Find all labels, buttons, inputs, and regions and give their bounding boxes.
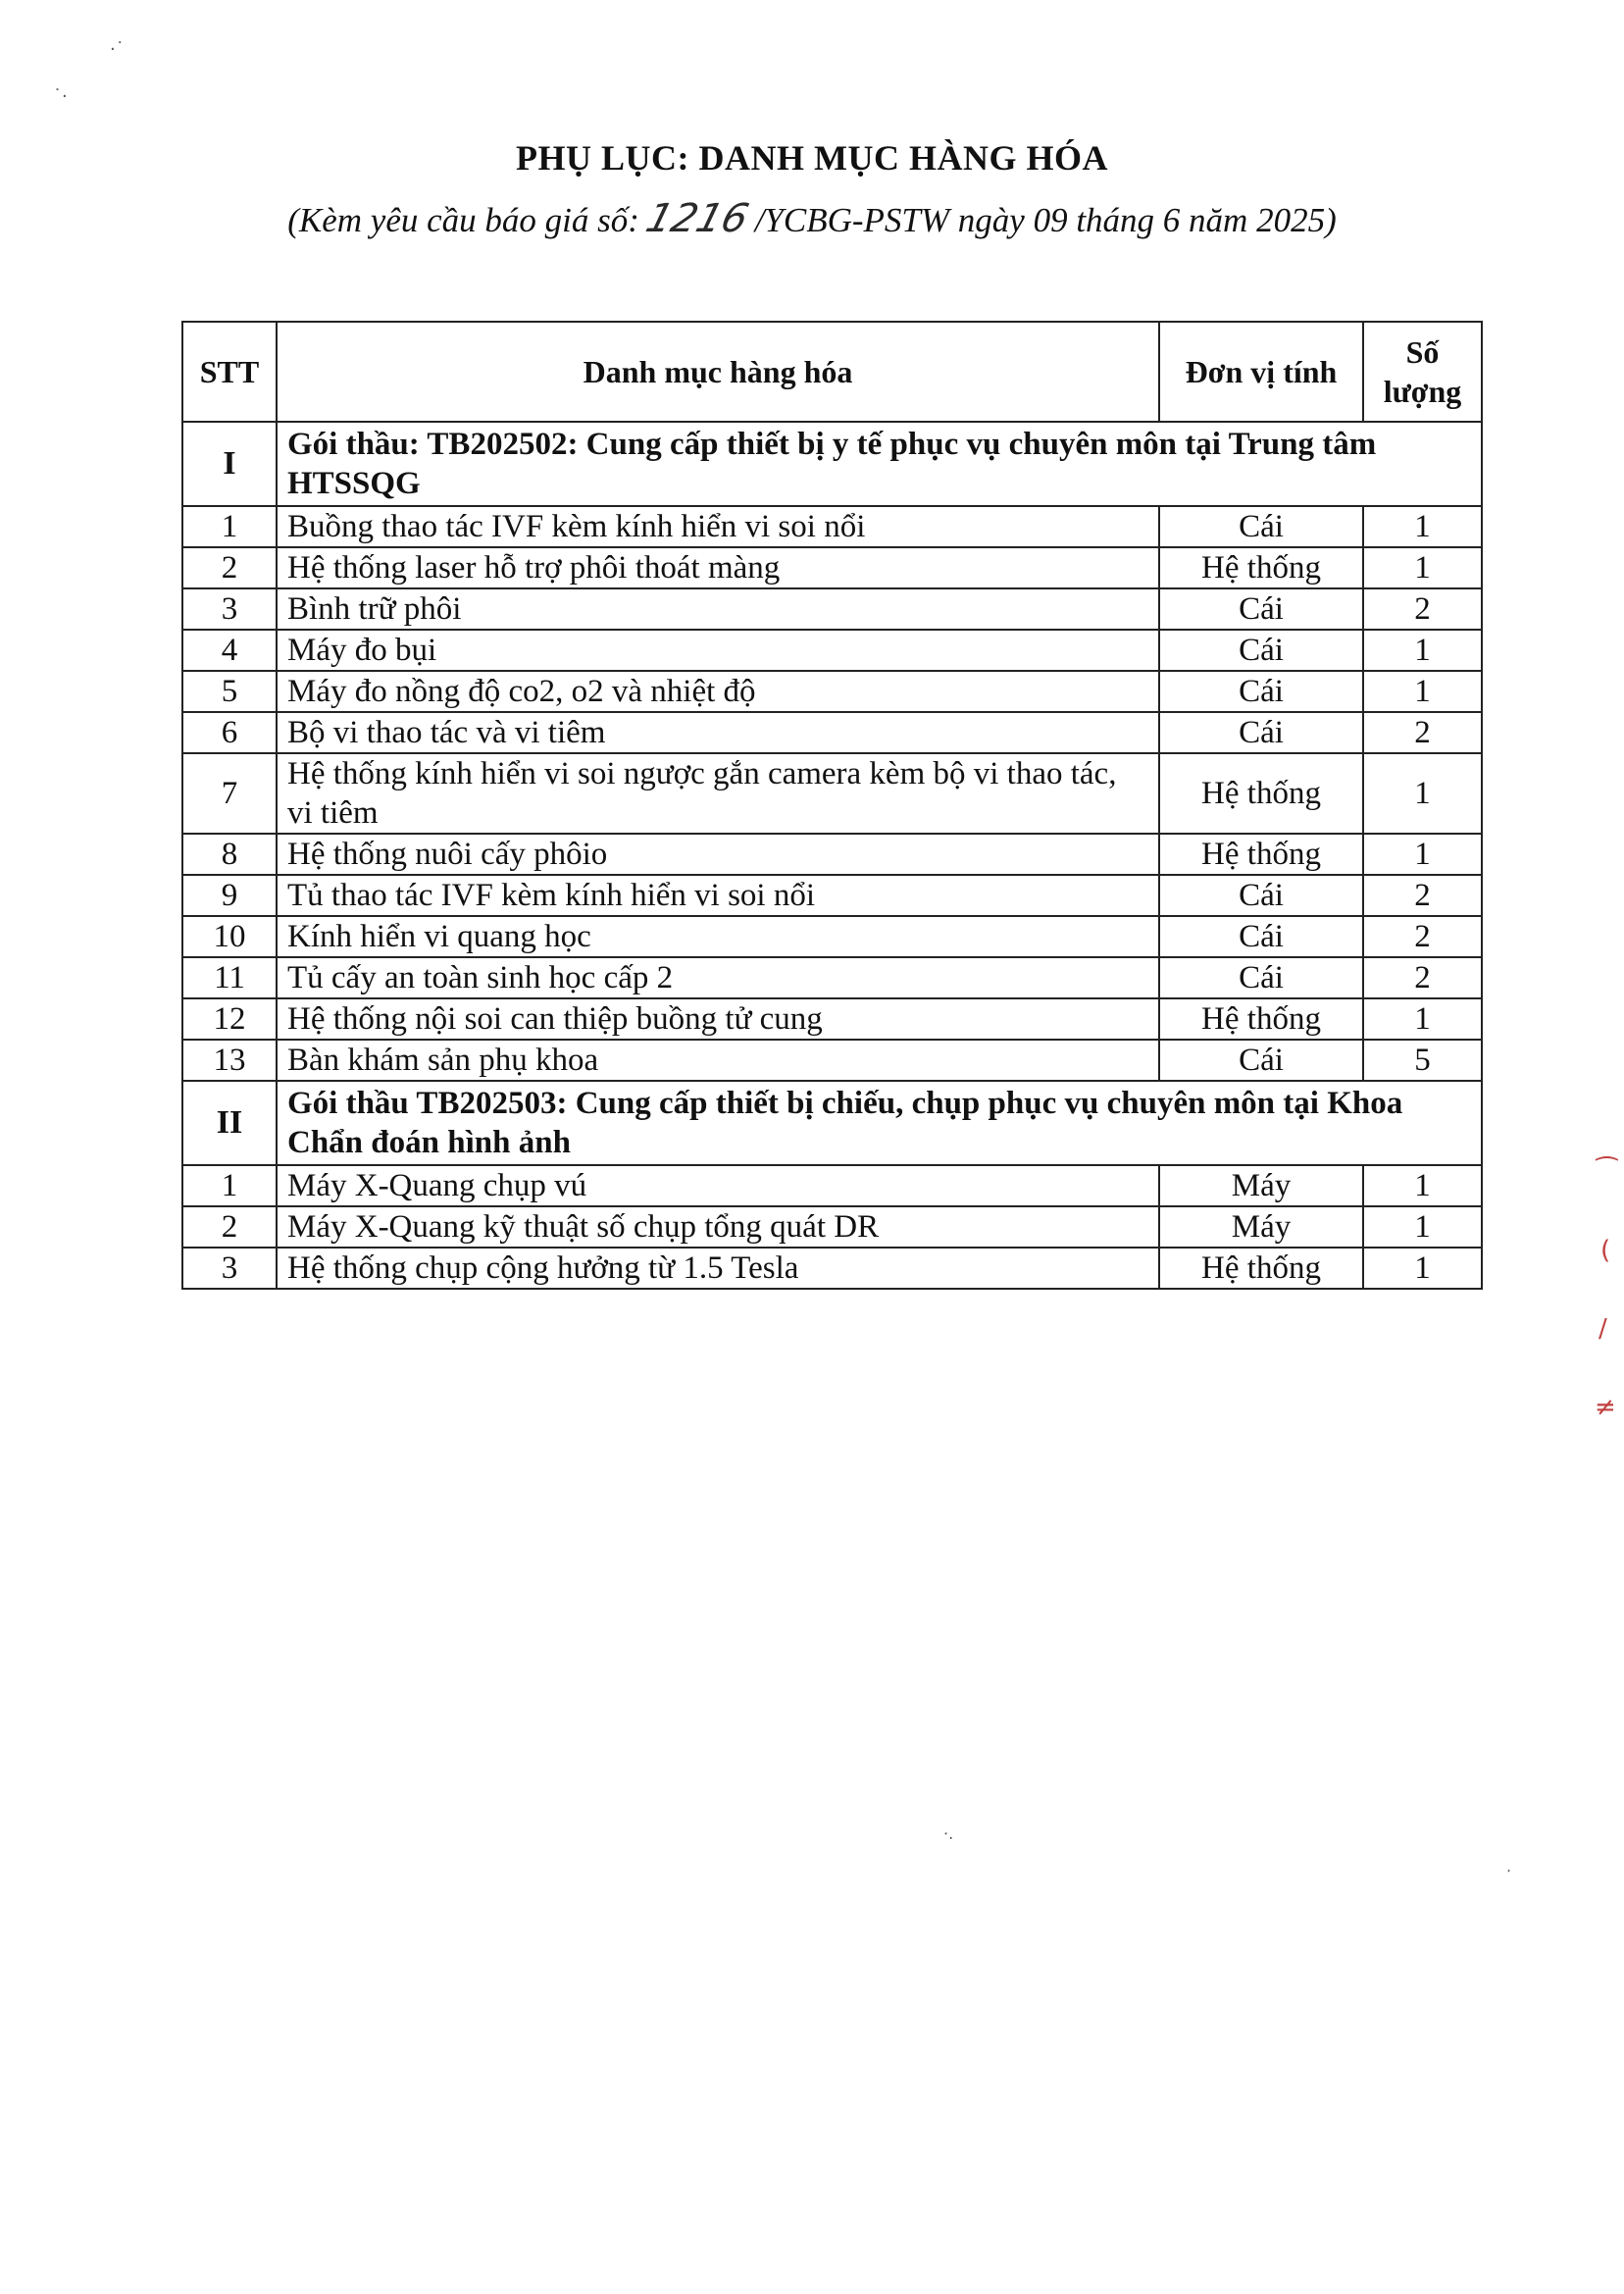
item-stt: 1 (182, 1165, 277, 1206)
section-title: Gói thầu TB202503: Cung cấp thiết bị chiếu, chụp phục vụ chuyên môn tại Khoa Chẩn đoán hình ảnh (277, 1081, 1482, 1165)
item-stt: 9 (182, 875, 277, 916)
section-title: Gói thầu: TB202502: Cung cấp thiết bị y tế phục vụ chuyên môn tại Trung tâm HTSSQG (277, 422, 1482, 506)
item-stt: 3 (182, 588, 277, 630)
header-stt: STT (182, 322, 277, 422)
section-row (182, 1081, 1482, 1165)
document-subtitle (0, 196, 1624, 241)
section-number: II (182, 1081, 277, 1165)
item-qty: 2 (1363, 916, 1482, 957)
item-qty: 1 (1363, 834, 1482, 875)
item-qty: 2 (1363, 588, 1482, 630)
item-qty: 1 (1363, 1248, 1482, 1289)
table-row (182, 1248, 1482, 1289)
item-unit: Cái (1159, 875, 1363, 916)
item-unit: Hệ thống (1159, 834, 1363, 875)
subtitle-prefix: (Kèm yêu cầu báo giá số: (287, 201, 639, 239)
item-name: Hệ thống chụp cộng hưởng từ 1.5 Tesla (277, 1248, 1159, 1289)
item-unit: Cái (1159, 506, 1363, 547)
item-qty: 1 (1363, 1206, 1482, 1248)
item-qty: 1 (1363, 547, 1482, 588)
table-row (182, 1165, 1482, 1206)
item-qty: 1 (1363, 753, 1482, 834)
table-row (182, 1040, 1482, 1081)
table-row (182, 834, 1482, 875)
item-name: Bộ vi thao tác và vi tiêm (277, 712, 1159, 753)
item-name: Buồng thao tác IVF kèm kính hiển vi soi nổi (277, 506, 1159, 547)
item-stt: 11 (182, 957, 277, 998)
item-unit: Máy (1159, 1206, 1363, 1248)
item-name: Kính hiển vi quang học (277, 916, 1159, 957)
table-row (182, 712, 1482, 753)
item-stt: 5 (182, 671, 277, 712)
scan-speck: ˙· (53, 86, 68, 107)
item-name: Máy X-Quang kỹ thuật số chụp tổng quát DR (277, 1206, 1159, 1248)
item-name: Máy đo nồng độ co2, o2 và nhiệt độ (277, 671, 1159, 712)
item-qty: 2 (1363, 957, 1482, 998)
item-unit: Cái (1159, 1040, 1363, 1081)
stamp-edge-icon: ≠ (1595, 1393, 1616, 1422)
item-name: Hệ thống laser hỗ trợ phôi thoát màng (277, 547, 1159, 588)
table-row (182, 506, 1482, 547)
item-name: Máy X-Quang chụp vú (277, 1165, 1159, 1206)
item-stt: 3 (182, 1248, 277, 1289)
item-unit: Hệ thống (1159, 1248, 1363, 1289)
stamp-edge-icon: ( (1600, 1236, 1611, 1265)
goods-table (181, 321, 1483, 1290)
table-row (182, 957, 1482, 998)
item-stt: 1 (182, 506, 277, 547)
header-qty-line1: Số (1405, 334, 1440, 370)
subtitle-suffix: /YCBG-PSTW ngày 09 tháng 6 năm 2025) (754, 201, 1337, 239)
header-unit: Đơn vị tính (1159, 322, 1363, 422)
table-row (182, 630, 1482, 671)
table-row (182, 916, 1482, 957)
item-qty: 2 (1363, 712, 1482, 753)
table-header-row (182, 322, 1482, 422)
item-unit: Cái (1159, 916, 1363, 957)
handwritten-number: 1216 (640, 196, 753, 241)
item-unit: Máy (1159, 1165, 1363, 1206)
item-qty: 1 (1363, 671, 1482, 712)
section-number: I (182, 422, 277, 506)
item-unit: Hệ thống (1159, 547, 1363, 588)
scan-speck: · (1506, 1861, 1512, 1880)
scan-speck: ·˙ (110, 39, 125, 60)
table-row (182, 671, 1482, 712)
item-unit: Cái (1159, 671, 1363, 712)
item-stt: 7 (182, 753, 277, 834)
item-unit: Cái (1159, 588, 1363, 630)
section-row (182, 422, 1482, 506)
item-stt: 10 (182, 916, 277, 957)
item-qty: 1 (1363, 630, 1482, 671)
item-stt: 6 (182, 712, 277, 753)
stamp-edge-icon: / (1599, 1314, 1607, 1344)
table-row (182, 875, 1482, 916)
table-row (182, 1206, 1482, 1248)
item-name: Hệ thống kính hiển vi soi ngược gắn camera kèm bộ vi thao tác, vi tiêm (277, 753, 1159, 834)
scan-speck: ·. (943, 1824, 954, 1843)
item-unit: Hệ thống (1159, 753, 1363, 834)
item-unit: Cái (1159, 630, 1363, 671)
item-qty: 1 (1363, 1165, 1482, 1206)
item-stt: 2 (182, 547, 277, 588)
item-name: Hệ thống nuôi cấy phôio (277, 834, 1159, 875)
stamp-edge-icon: ⁀ (1597, 1157, 1617, 1187)
item-name: Bàn khám sản phụ khoa (277, 1040, 1159, 1081)
document-title: PHỤ LỤC: DANH MỤC HÀNG HÓA (516, 138, 1108, 178)
header-qty (1363, 322, 1482, 422)
item-unit: Cái (1159, 957, 1363, 998)
item-name: Hệ thống nội soi can thiệp buồng tử cung (277, 998, 1159, 1040)
item-name: Tủ cấy an toàn sinh học cấp 2 (277, 957, 1159, 998)
table-row (182, 753, 1482, 834)
item-qty: 1 (1363, 506, 1482, 547)
table-row (182, 588, 1482, 630)
item-stt: 2 (182, 1206, 277, 1248)
header-name: Danh mục hàng hóa (277, 322, 1159, 422)
item-name: Bình trữ phôi (277, 588, 1159, 630)
table-body (182, 422, 1482, 1289)
item-unit: Hệ thống (1159, 998, 1363, 1040)
item-qty: 5 (1363, 1040, 1482, 1081)
item-name: Tủ thao tác IVF kèm kính hiển vi soi nổi (277, 875, 1159, 916)
header-qty-line2: lượng (1383, 374, 1462, 409)
item-qty: 2 (1363, 875, 1482, 916)
item-qty: 1 (1363, 998, 1482, 1040)
item-stt: 12 (182, 998, 277, 1040)
item-stt: 8 (182, 834, 277, 875)
item-unit: Cái (1159, 712, 1363, 753)
table-row (182, 547, 1482, 588)
item-stt: 13 (182, 1040, 277, 1081)
item-name: Máy đo bụi (277, 630, 1159, 671)
item-stt: 4 (182, 630, 277, 671)
table-row (182, 998, 1482, 1040)
